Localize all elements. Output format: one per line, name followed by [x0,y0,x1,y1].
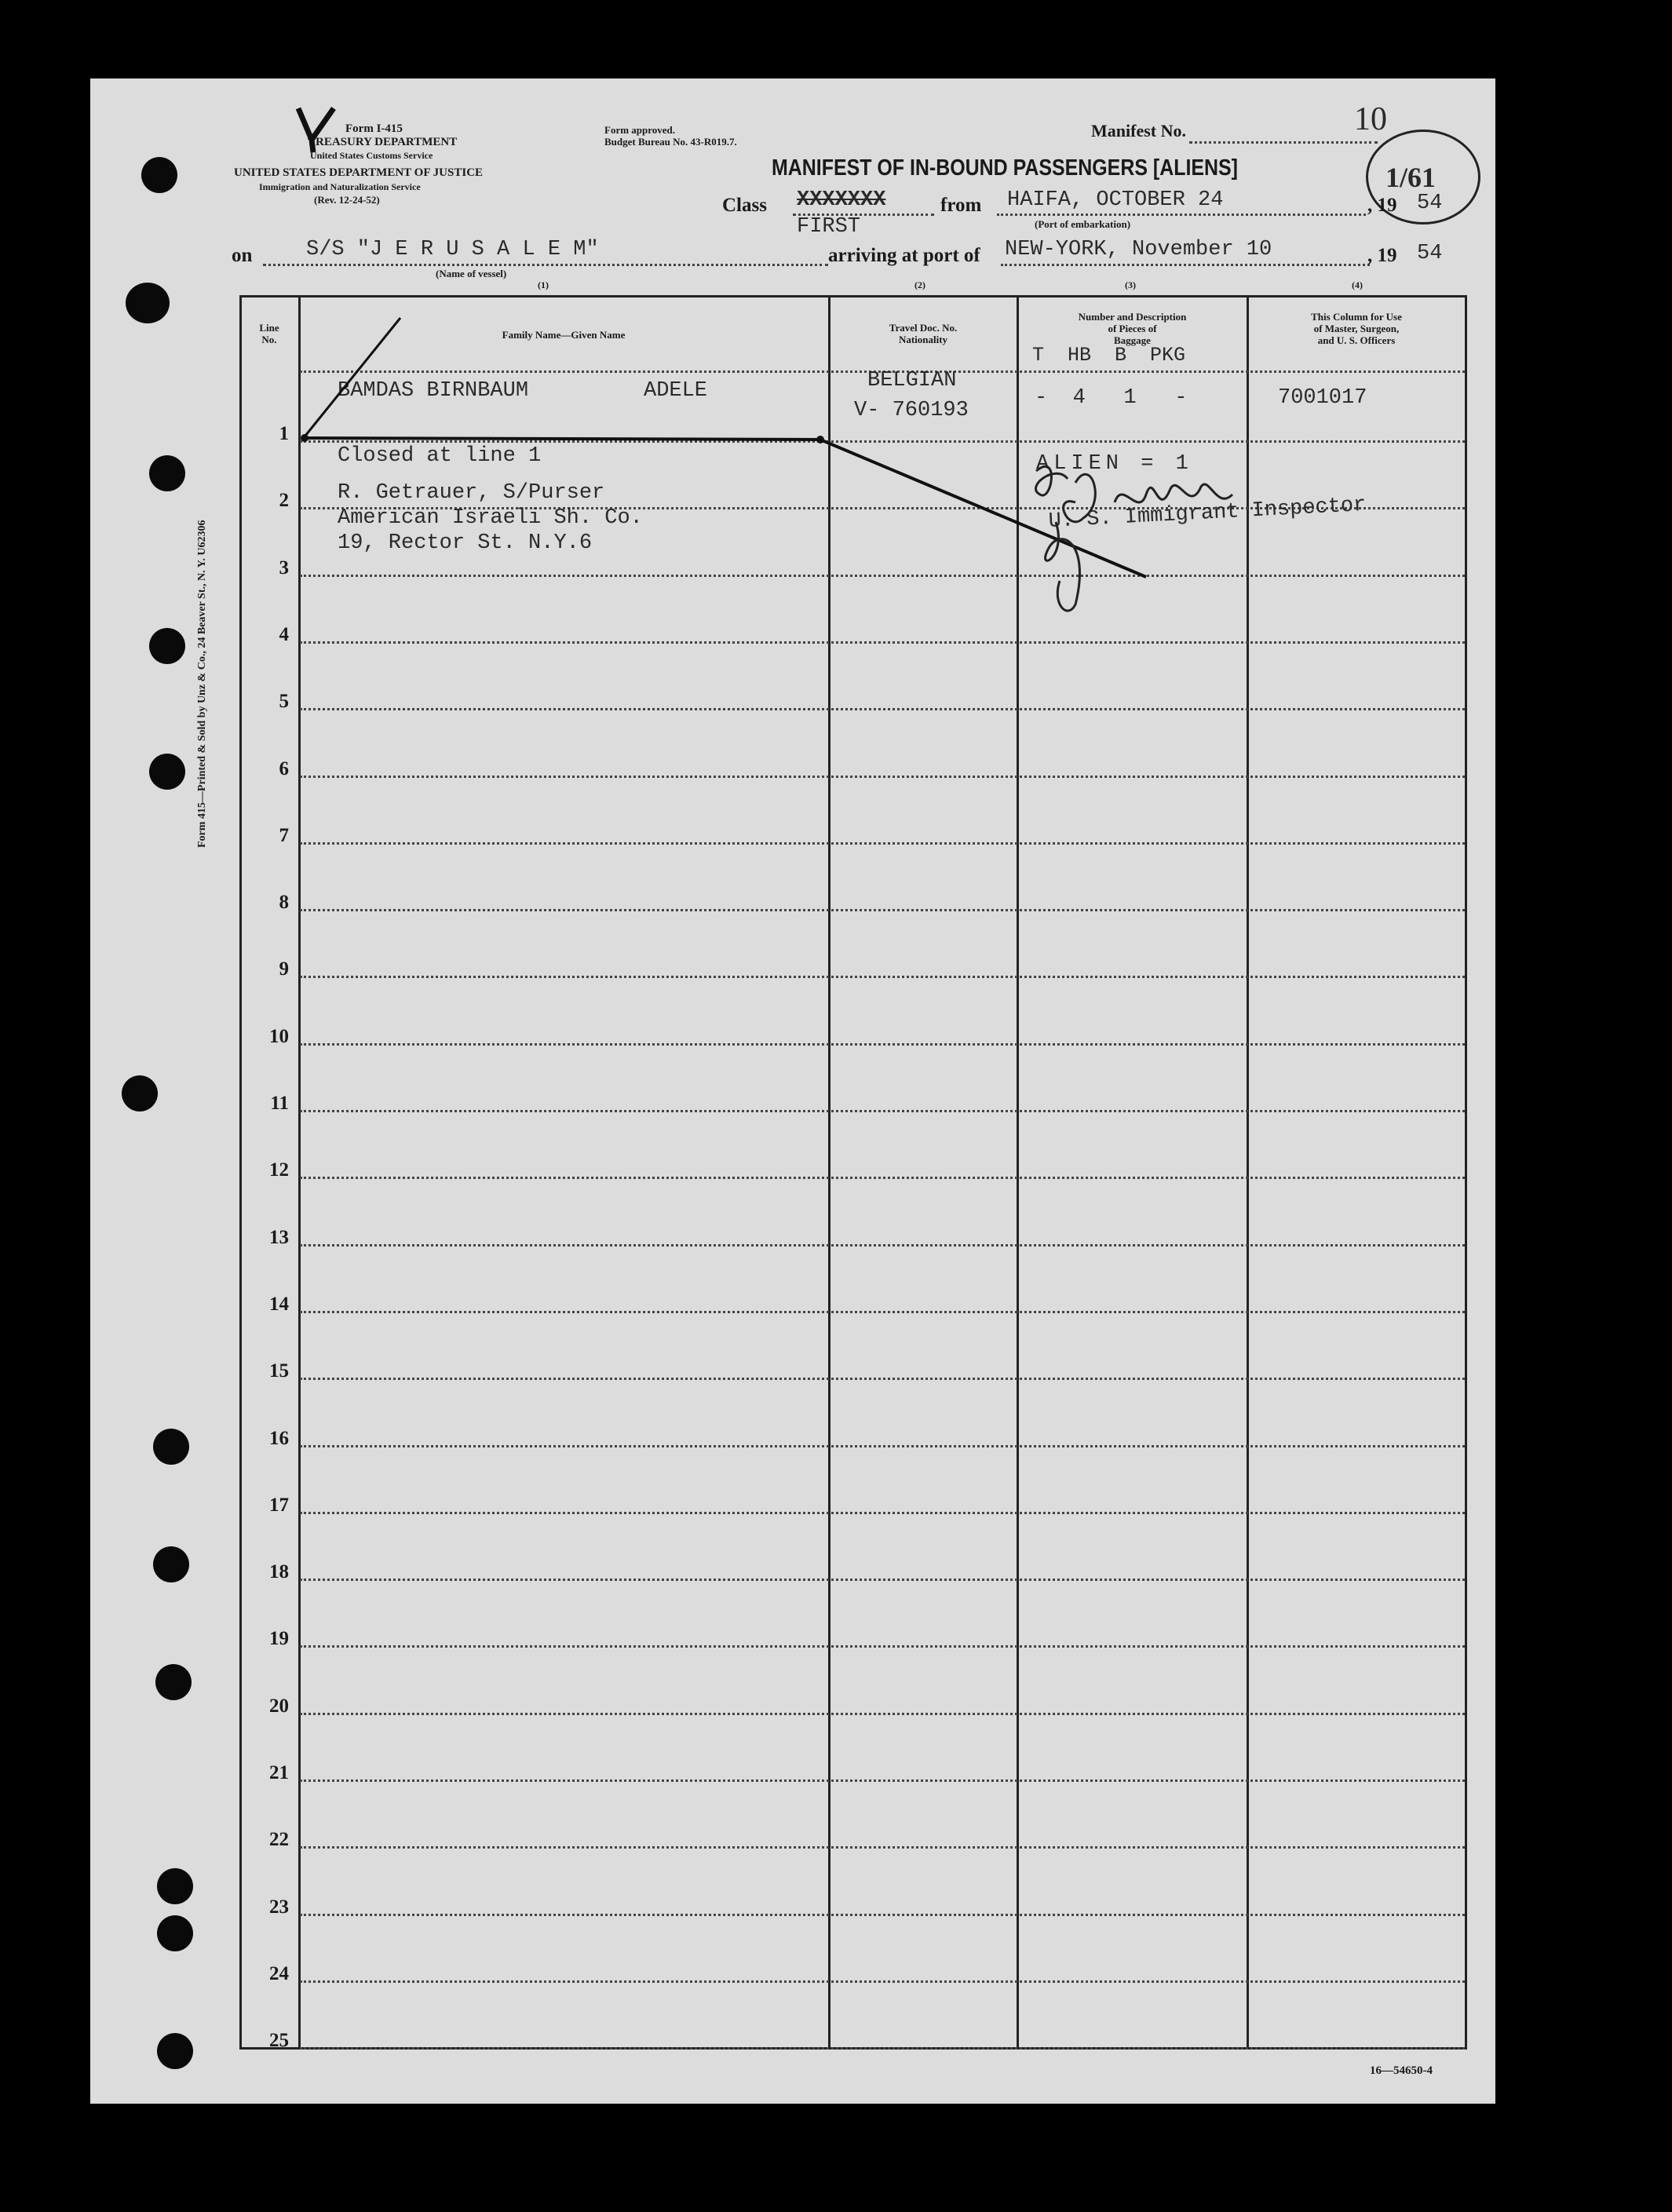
class-struck: XXXXXXX [797,188,886,212]
table-right-border [1465,295,1467,2049]
closed-at-line: Closed at line 1 [338,444,542,468]
colhead-baggage: Number and Description of Pieces of Baggage [1078,311,1187,346]
port-embarkation-caption: (Port of embarkation) [1035,218,1131,230]
punch-hole [155,1664,192,1700]
line-number: 4 [279,624,289,645]
agency-treasury: TREASURY DEPARTMENT [308,136,458,148]
col-number-3: (3) [1125,279,1136,290]
arrival-port: NEW-YORK, November 10 [1005,238,1272,261]
vessel-caption: (Name of vessel) [436,268,507,279]
footer-code: 16—54650-4 [1370,2064,1433,2077]
punch-hole [153,1546,189,1582]
colhead-travel-doc: Travel Doc. No. Nationality [889,322,958,345]
line-number: 1 [279,423,289,444]
row-line [300,1914,1465,1916]
from-year-prefix: , 19 [1367,195,1397,216]
row-line [300,1311,1465,1313]
row-line [300,776,1465,778]
agency-ins: Immigration and Naturalization Service [259,181,421,192]
inspector-title: U. S. Immigrant Inspector [1048,493,1367,534]
agency-customs: United States Customs Service [310,150,433,161]
class-value: FIRST [797,215,861,239]
line-number: 23 [269,1896,289,1918]
col-number-1: (1) [538,279,549,290]
colhead-name: Family Name—Given Name [502,329,626,341]
punch-hole [153,1429,189,1465]
line-number: 15 [269,1360,289,1382]
row-line [300,909,1465,911]
punch-hole [149,754,185,790]
col-number-4: (4) [1352,279,1363,290]
line-number: 12 [269,1159,289,1181]
colhead-line-no: Line No. [259,322,279,345]
line-number: 5 [279,691,289,712]
passenger-travel-doc: V- 760193 [854,399,969,422]
arrival-dots [1001,264,1370,266]
line-number: 22 [269,1829,289,1850]
class-dots [793,214,934,216]
baggage-codes: T HB B PKG [1032,344,1186,367]
line-number: 2 [279,490,289,511]
vessel-dots [263,264,828,266]
row-line [300,641,1465,644]
company-address: 19, Rector St. N.Y.6 [338,531,593,555]
manifest-dots [1189,141,1378,144]
line-number: 24 [269,1963,289,1984]
line-number: 6 [279,758,289,779]
from-dots [997,214,1366,216]
purser-name: R. Getrauer, S/Purser [338,481,605,505]
vessel-name: S/S "J E R U S A L E M" [306,238,599,261]
row-line [300,1110,1465,1112]
punch-hole [122,1075,158,1111]
inspector-signature [1020,447,1256,620]
punch-hole [149,455,185,491]
passenger-nationality: BELGIAN [867,369,957,392]
line-number: 13 [269,1227,289,1248]
line-number: 16 [269,1428,289,1449]
arriving-label: arriving at port of [828,245,980,266]
line-number: 17 [269,1495,289,1516]
punch-hole [141,157,177,193]
line-number: 8 [279,892,289,913]
check-mark-icon [294,102,341,157]
agency-justice: UNITED STATES DEPARTMENT OF JUSTICE [234,166,484,179]
row-line [300,1645,1465,1648]
line-number: 14 [269,1294,289,1315]
manifest-number: 10 [1354,101,1387,137]
row-line [300,1043,1465,1046]
row-line [300,842,1465,845]
row-line [300,1378,1465,1380]
colhead-officers: This Column for Use of Master, Surgeon, and U. S. Officers [1311,311,1402,346]
printer-side-text: Form 415—Printed & Sold by Unz & Co., 24 Beaver St., N. Y. U62306 [196,520,208,848]
manifest-handwritten: 1/61 [1385,162,1437,193]
arrival-year-prefix: , 19 [1367,245,1397,266]
class-label: Class [722,195,767,216]
row-line [300,708,1465,710]
line-number: 11 [270,1093,289,1114]
row-line [300,976,1465,978]
passenger-baggage: - 4 1 - [1035,386,1188,410]
line-number: 3 [279,557,289,579]
row-line [300,1846,1465,1849]
punch-hole [149,628,185,664]
passenger-family-name: BAMDAS BIRNBAUM [338,379,529,403]
row-line [300,1980,1465,1983]
line-number: 10 [269,1026,289,1047]
row-line [300,1177,1465,1179]
punch-hole [157,1868,193,1904]
line-number: 19 [269,1628,289,1649]
arrival-year: 54 [1417,242,1443,265]
row-line [300,1445,1465,1447]
from-label: from [940,195,982,216]
table-top-border [239,295,1466,297]
punch-hole [157,2033,193,2069]
row-line [300,1512,1465,1514]
row-line [300,1579,1465,1581]
col-number-2: (2) [914,279,925,290]
line-number: 9 [279,958,289,980]
line-number: 7 [279,825,289,846]
line-number: 21 [269,1762,289,1783]
officer-number: 7001017 [1278,386,1367,410]
manifest-label: Manifest No. [1091,121,1186,141]
on-label: on [232,245,253,266]
from-value: HAIFA, OCTOBER 24 [1007,188,1224,212]
revision: (Rev. 12-24-52) [314,194,380,206]
from-year: 54 [1417,192,1443,215]
aliens-count: ALIEN = 1 [1036,452,1193,476]
line-number: 25 [269,2030,289,2051]
line-number: 20 [269,1696,289,1717]
passenger-given-name: ADELE [644,379,708,403]
row-line [300,1244,1465,1247]
punch-hole [157,1915,193,1951]
approval-line-1: Form approved. [604,124,676,136]
line-number: 18 [269,1561,289,1582]
shipping-company: American Israeli Sh. Co. [338,506,643,530]
page-title: MANIFEST OF IN-BOUND PASSENGERS [ALIENS] [772,155,1238,181]
approval-line-2: Budget Bureau No. 43-R019.7. [604,136,737,148]
row-line [300,1779,1465,1782]
punch-hole [126,283,170,323]
form-number: Form I-415 [345,122,403,135]
row-line [300,2047,1465,2050]
row-line [300,1713,1465,1715]
